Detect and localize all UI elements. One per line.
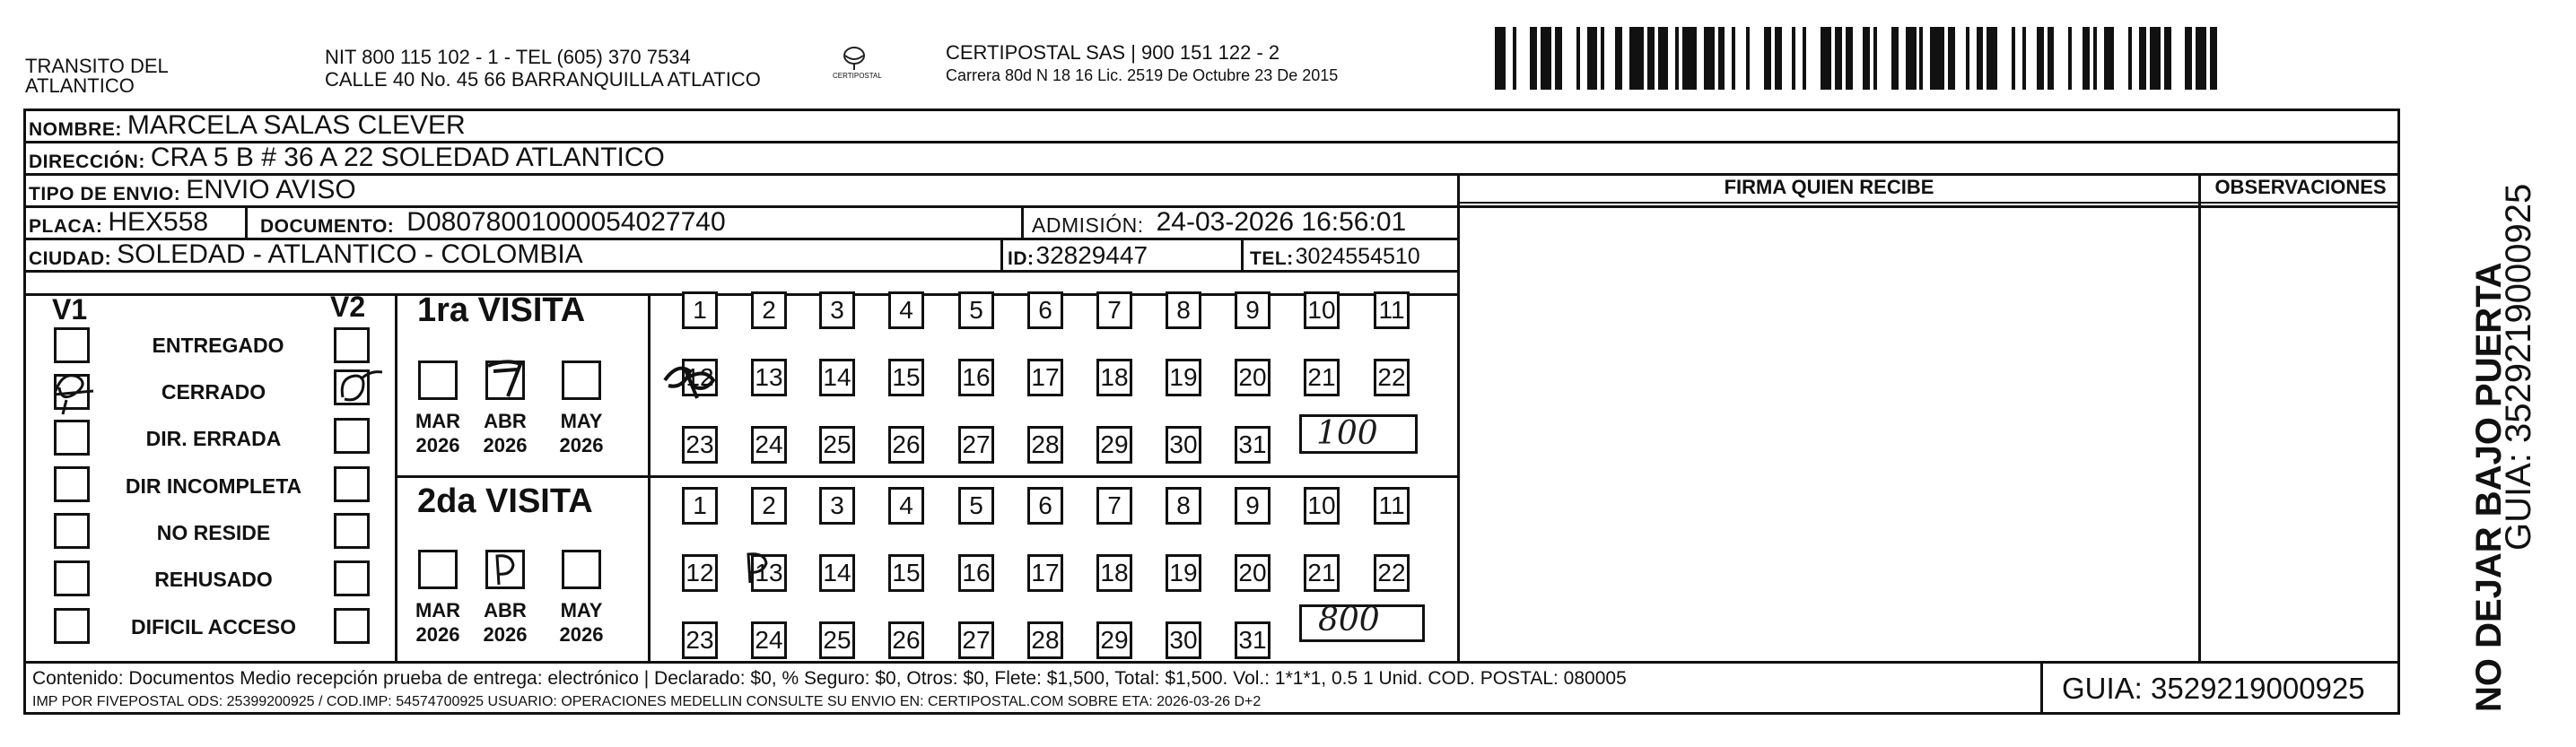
v2-checkbox-dificil-acceso[interactable]	[334, 608, 370, 644]
cell-divider	[245, 205, 248, 239]
col-divider-firma	[1457, 173, 1460, 664]
second-visit-day-20[interactable]: 20	[1235, 554, 1271, 592]
month-label-may-1	[552, 409, 611, 457]
barcode-bar	[1997, 27, 2012, 90]
id-value: 32829447	[1035, 241, 1148, 269]
nombre-row	[29, 109, 466, 141]
id-row	[1008, 238, 1148, 270]
barcode-bar	[2072, 27, 2083, 90]
barcode-bar	[2171, 27, 2186, 90]
v1-checkbox-rehusado[interactable]	[54, 560, 90, 596]
col-divider-obs	[2198, 173, 2201, 664]
firma-heading: FIRMA QUIEN RECIBE	[1724, 176, 1934, 198]
admision-row	[1032, 205, 1406, 238]
tipo-label: TIPO DE ENVIO:	[29, 184, 181, 204]
admision-label: ADMISIÓN:	[1032, 213, 1144, 237]
handwritten-mark-v1-cerrado	[47, 364, 100, 418]
second-visit-day-9[interactable]: 9	[1235, 487, 1271, 525]
documento-label: DOCUMENTO:	[260, 216, 395, 237]
barcode-bar	[1516, 27, 1531, 90]
tipo-value: ENVIO AVISO	[186, 175, 356, 204]
month-name: MAR	[415, 599, 461, 621]
barcode-bar	[2037, 27, 2044, 90]
second-visit-day-31[interactable]: 31	[1235, 621, 1271, 659]
barcode-bar	[1806, 27, 1821, 90]
second-visit-day-27[interactable]: 27	[958, 621, 994, 659]
first-visit-day-14[interactable]: 14	[819, 359, 855, 396]
barcode-bar	[1846, 27, 1853, 90]
first-visit-time-box[interactable]	[1299, 414, 1418, 454]
first-visit-day-28[interactable]: 28	[1027, 426, 1063, 464]
placa-value: HEX558	[108, 207, 209, 237]
second-visit-day-1[interactable]: 1	[682, 487, 718, 525]
sender-line-1: TRANSITO DEL	[25, 55, 169, 77]
visit-divider	[395, 475, 1459, 478]
first-visit-day-30[interactable]: 30	[1166, 426, 1201, 464]
nombre-label: NOMBRE:	[29, 119, 122, 140]
barcode-bar	[2139, 27, 2146, 90]
barcode-bar	[1750, 27, 1764, 90]
second-visit-day-22[interactable]: 22	[1374, 554, 1410, 592]
barcode-bar	[2196, 27, 2206, 90]
barcode-bar	[2048, 27, 2055, 90]
barcode-bar	[1718, 27, 1725, 90]
month-name: MAY	[560, 410, 603, 432]
barcode-bar	[1555, 27, 1562, 90]
month-year: 2026	[559, 434, 604, 456]
v1-checkbox-dir-errada[interactable]	[54, 420, 90, 456]
barcode-bar	[2217, 27, 2224, 90]
second-visit-day-29[interactable]: 29	[1096, 621, 1132, 659]
first-visit-time-handwritten: 100	[1316, 415, 1378, 452]
first-visit-day-21[interactable]: 21	[1304, 359, 1340, 396]
ciudad-value: SOLEDAD - ATLANTICO - COLOMBIA	[117, 239, 583, 269]
documento-row	[260, 205, 726, 238]
barcode-bar	[2114, 27, 2128, 90]
month-name: ABR	[484, 410, 527, 432]
first-visit-day-20[interactable]: 20	[1235, 359, 1271, 396]
footer-contenido: Contenido: Documentos Medio recepción prueba de entrega: electrónico | Declarado: $0, % Seguro: $0, Otros: $0, Flete: $1,500, Total: $1,500. Vol.: 1*1*1, 0.5 1 Unid. COD. POSTAL: 080005	[32, 668, 1627, 689]
month-name: ABR	[484, 599, 527, 621]
barcode-bar	[1704, 27, 1715, 90]
barcode-bar	[1629, 27, 1644, 90]
first-visit-day-7[interactable]: 7	[1096, 291, 1132, 329]
v1-label: V1	[52, 293, 88, 326]
barcode-bar	[2150, 27, 2161, 90]
v2-checkbox-dir-errada[interactable]	[334, 418, 370, 454]
month-box-may-1[interactable]	[562, 360, 601, 400]
second-visit-day-6[interactable]: 6	[1027, 487, 1063, 525]
v2-checkbox-rehusado[interactable]	[334, 560, 370, 596]
barcode-bar	[1604, 27, 1615, 90]
nit-line: NIT 800 115 102 - 1 - TEL (605) 370 7534	[325, 46, 691, 68]
first-visit-day-10[interactable]: 10	[1304, 291, 1340, 329]
status-entregado: ENTREGADO	[152, 334, 284, 357]
observaciones-heading: OBSERVACIONES	[2214, 176, 2387, 198]
tel-value: 3024554510	[1295, 244, 1420, 269]
footer-guia: GUIA: 3529219000925	[2062, 672, 2365, 705]
id-label: ID:	[1008, 248, 1035, 269]
month-label-mar-2	[408, 598, 467, 647]
no-dejar-warning: NO DEJAR BAJO PUERTA	[2469, 262, 2509, 712]
direccion-label: DIRECCIÓN:	[29, 152, 145, 172]
v1-checkbox-entregado[interactable]	[54, 327, 90, 363]
barcode-bar	[1853, 27, 1864, 90]
direccion-value: CRA 5 B # 36 A 22 SOLEDAD ATLANTICO	[150, 143, 665, 172]
first-visit-day-27[interactable]: 27	[958, 426, 994, 464]
barcode-bar	[1622, 27, 1629, 90]
second-visit-day-7[interactable]: 7	[1096, 487, 1132, 525]
first-visit-day-4[interactable]: 4	[888, 291, 924, 329]
second-visit-day-25[interactable]: 25	[819, 621, 855, 659]
month-label-abr-2	[476, 598, 535, 647]
nombre-value: MARCELA SALAS CLEVER	[127, 110, 466, 140]
second-visit-day-26[interactable]: 26	[888, 621, 924, 659]
second-visit-day-8[interactable]: 8	[1166, 487, 1201, 525]
month-name: MAY	[560, 599, 603, 621]
v1-checkbox-no-reside[interactable]	[54, 513, 90, 549]
heading-underline	[1457, 202, 2400, 204]
first-visit-day-1[interactable]: 1	[682, 291, 718, 329]
second-visit-time-handwritten: 800	[1318, 602, 1380, 638]
status-dificil-acceso: DIFICIL ACCESO	[130, 615, 296, 638]
logo-icon	[833, 43, 882, 90]
barcode-bar	[2054, 27, 2068, 90]
barcode-bar	[1697, 27, 1704, 90]
barcode-bar	[1906, 27, 1917, 90]
second-visit-day-19[interactable]: 19	[1166, 554, 1201, 592]
logo-text: CERTIPOSTAL	[833, 72, 882, 80]
handwritten-mark-v2-cerrado	[330, 363, 386, 412]
first-visit-day-16[interactable]: 16	[958, 359, 994, 396]
barcode-bar	[2210, 27, 2217, 90]
sender-line-2: ATLANTICO	[25, 74, 135, 97]
first-visit-day-17[interactable]: 17	[1027, 359, 1063, 396]
month-label-abr-1	[476, 409, 535, 457]
barcode-bar	[2083, 27, 2090, 90]
first-visit-day-31[interactable]: 31	[1235, 426, 1271, 464]
cell-divider	[1241, 238, 1244, 272]
v1-checkbox-dir-incompleta[interactable]	[54, 466, 90, 502]
second-visit-day-12[interactable]: 12	[682, 554, 718, 592]
month-year: 2026	[483, 434, 528, 456]
second-visit-day-16[interactable]: 16	[958, 554, 994, 592]
first-visit-day-2[interactable]: 2	[751, 291, 787, 329]
barcode-bar	[1562, 27, 1576, 90]
documento-value: D08078001000054027740	[406, 207, 726, 237]
first-visit-day-5[interactable]: 5	[958, 291, 994, 329]
barcode-bar	[1863, 27, 1870, 90]
month-year: 2026	[415, 623, 460, 646]
v2-checkbox-dir-incompleta[interactable]	[334, 466, 370, 502]
barcode-bar	[1987, 27, 1997, 90]
barcode-bar	[1495, 27, 1506, 90]
side-guia: GUIA: 3529219000925	[2499, 183, 2538, 551]
barcode-bar	[1782, 27, 1793, 90]
row-divider	[23, 270, 1459, 273]
barcode-bar	[1977, 27, 1984, 90]
barcode-bar	[1580, 27, 1587, 90]
ciudad-label: CIUDAD:	[29, 248, 112, 269]
month-box-may-2[interactable]	[562, 550, 601, 589]
second-visit-day-10[interactable]: 10	[1304, 487, 1340, 525]
second-visit-day-11[interactable]: 11	[1374, 487, 1410, 525]
second-visit-day-14[interactable]: 14	[819, 554, 855, 592]
barcode-bar	[1764, 27, 1771, 90]
barcode-bar	[2132, 27, 2139, 90]
barcode-bar	[1541, 27, 1551, 90]
barcode-bar	[1835, 27, 1842, 90]
barcode-bar	[1682, 27, 1697, 90]
first-visit-day-25[interactable]: 25	[819, 426, 855, 464]
first-visit-day-3[interactable]: 3	[819, 291, 855, 329]
placa-row	[29, 205, 208, 238]
second-visit-day-30[interactable]: 30	[1166, 621, 1201, 659]
v2-checkbox-entregado[interactable]	[334, 327, 370, 363]
direccion-row	[29, 141, 665, 173]
certipostal-logo	[833, 43, 882, 90]
placa-label: PLACA:	[29, 216, 103, 237]
tipo-row	[29, 173, 356, 205]
first-visit-day-29[interactable]: 29	[1096, 426, 1132, 464]
barcode-bar	[1948, 27, 1955, 90]
barcode	[1495, 27, 2225, 90]
first-visit-day-6[interactable]: 6	[1027, 291, 1063, 329]
tel-row	[1250, 238, 1420, 270]
handwritten-mark-abr-2	[485, 549, 526, 590]
second-visit-day-17[interactable]: 17	[1027, 554, 1063, 592]
second-visit-day-18[interactable]: 18	[1096, 554, 1132, 592]
status-cerrado: CERRADO	[161, 380, 266, 404]
barcode-bar	[1930, 27, 1944, 90]
barcode-bar	[1668, 27, 1675, 90]
barcode-bar	[1795, 27, 1803, 90]
first-visit-day-8[interactable]: 8	[1166, 291, 1201, 329]
barcode-bar	[1775, 27, 1782, 90]
second-visit-day-24[interactable]: 24	[751, 621, 787, 659]
month-box-mar-2[interactable]	[418, 550, 458, 589]
cell-divider	[1000, 238, 1003, 272]
first-visit-day-22[interactable]: 22	[1374, 359, 1410, 396]
barcode-bar	[2164, 27, 2171, 90]
second-visit-day-28[interactable]: 28	[1027, 621, 1063, 659]
second-visit-day-13[interactable]: 13	[751, 554, 787, 592]
first-visit-label: 1ra VISITA	[417, 291, 586, 329]
first-visit-day-13[interactable]: 13	[751, 359, 787, 396]
barcode-bar	[1969, 27, 1977, 90]
footer-divider	[23, 661, 2400, 664]
barcode-bar	[1530, 27, 1537, 90]
license-line: Carrera 80d N 18 16 Lic. 2519 De Octubre 23 De 2015	[946, 66, 1339, 84]
col-divider-visit	[648, 293, 651, 663]
status-dir-errada: DIR. ERRADA	[145, 427, 282, 450]
barcode-bar	[1735, 27, 1746, 90]
barcode-bar	[1658, 27, 1669, 90]
status-dir-incompleta: DIR INCOMPLETA	[125, 474, 302, 498]
barcode-bar	[2015, 27, 2022, 90]
second-visit-day-21[interactable]: 21	[1304, 554, 1340, 592]
second-visit-day-3[interactable]: 3	[819, 487, 855, 525]
barcode-bar	[1615, 27, 1622, 90]
cell-divider	[1021, 205, 1024, 239]
barcode-bar	[1877, 27, 1891, 90]
second-visit-day-15[interactable]: 15	[888, 554, 924, 592]
handwritten-mark-day-13	[743, 549, 777, 588]
first-visit-day-18[interactable]: 18	[1096, 359, 1132, 396]
barcode-bar	[2104, 27, 2115, 90]
v2-checkbox-no-reside[interactable]	[334, 513, 370, 549]
month-year: 2026	[559, 623, 604, 646]
barcode-bar	[1891, 27, 1899, 90]
second-visit-day-5[interactable]: 5	[958, 487, 994, 525]
month-label-mar-1	[408, 409, 467, 457]
status-rehusado: REHUSADO	[154, 568, 273, 591]
barcode-bar	[1899, 27, 1906, 90]
footer-imp: IMP POR FIVEPOSTAL ODS: 25399200925 / COD.IMP: 54574700925 USUARIO: OPERACIONES MEDELLIN CONSULTE SU ENVIO EN: CERTIPOSTAL.COM SOBRE ETA: 2026-03-26 D+2	[32, 694, 1262, 709]
first-visit-day-23[interactable]: 23	[682, 426, 718, 464]
barcode-bar	[1955, 27, 1966, 90]
month-label-may-2	[552, 598, 611, 647]
barcode-bar	[1923, 27, 1930, 90]
company-line: CERTIPOSTAL SAS | 900 151 122 - 2	[946, 41, 1280, 64]
v1-checkbox-dificil-acceso[interactable]	[54, 608, 90, 644]
month-year: 2026	[415, 434, 460, 456]
second-visit-label: 2da VISITA	[417, 482, 593, 520]
barcode-bar	[1506, 27, 1513, 90]
handwritten-mark-day-12	[659, 359, 719, 404]
second-visit-day-23[interactable]: 23	[682, 621, 718, 659]
barcode-bar	[1587, 27, 1598, 90]
barcode-bar	[2026, 27, 2037, 90]
first-visit-day-26[interactable]: 26	[888, 426, 924, 464]
barcode-bar	[2185, 27, 2192, 90]
status-no-reside: NO RESIDE	[156, 521, 271, 544]
first-visit-day-12[interactable]: 12	[682, 359, 718, 396]
address-line: CALLE 40 No. 45 66 BARRANQUILLA ATLATICO	[325, 68, 761, 91]
barcode-bar	[1821, 27, 1831, 90]
first-visit-day-15[interactable]: 15	[888, 359, 924, 396]
handwritten-mark-abr-1	[481, 355, 533, 402]
admision-value: 24-03-2026 16:56:01	[1156, 207, 1407, 237]
barcode-bar	[1647, 27, 1655, 90]
second-visit-day-4[interactable]: 4	[888, 487, 924, 525]
barcode-bar	[2097, 27, 2104, 90]
form-frame	[23, 109, 2400, 715]
month-box-mar-1[interactable]	[418, 360, 458, 400]
tel-label: TEL:	[1250, 248, 1294, 269]
v2-label: V2	[330, 291, 366, 323]
month-year: 2026	[483, 623, 528, 646]
first-visit-day-11[interactable]: 11	[1374, 291, 1410, 329]
second-visit-day-2[interactable]: 2	[751, 487, 787, 525]
second-visit-time-box[interactable]	[1299, 604, 1425, 642]
barcode-bar	[1725, 27, 1732, 90]
first-visit-day-9[interactable]: 9	[1235, 291, 1271, 329]
col-divider-status	[395, 293, 397, 663]
first-visit-day-19[interactable]: 19	[1166, 359, 1201, 396]
first-visit-day-24[interactable]: 24	[751, 426, 787, 464]
month-name: MAR	[415, 410, 461, 432]
ciudad-row	[29, 238, 583, 270]
footer-cell-divider	[2040, 661, 2043, 715]
